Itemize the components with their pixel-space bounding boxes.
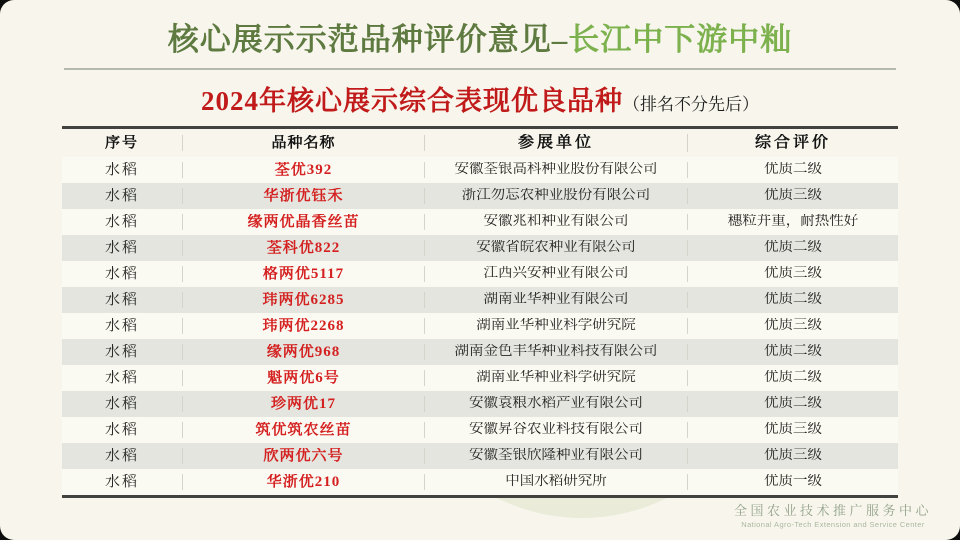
header-variety: 品种名称 [183,135,425,152]
table-row [62,469,898,495]
cell-company: 安徽兆和种业有限公司 [425,214,688,230]
cell-evaluation: 优质三级 [764,188,822,204]
cell-type: 水稻 [62,214,183,231]
cell-variety: 缘两优晶香丝苗 [183,214,425,231]
cell-variety: 筑优筑农丝苗 [183,422,425,439]
cell-variety: 格两优5117 [183,266,425,283]
evaluation-table [62,126,898,498]
cell-type: 水稻 [62,448,183,465]
cell-company: 湖南亚华种业科学研究院 [425,370,688,386]
cell-variety: 荃科优822 [183,240,425,257]
cell-company: 安徽袁粮水稻产业有限公司 [425,396,688,412]
header-company: 参展单位 [425,134,688,152]
table-heading [0,79,960,118]
cell-type: 水稻 [62,370,183,387]
table-row [62,209,898,235]
table-body [62,157,898,495]
cell-company: 安徽荃银高科种业股份有限公司 [425,162,688,178]
heading-main: 2024年核心展示综合表现优良品种 [201,86,623,116]
cell-evaluation: 优质三级 [764,448,822,464]
cell-variety: 玮两优6285 [183,292,425,309]
cell-evaluation: 优质二级 [764,162,822,178]
cell-evaluation: 穗粒并重，耐热性好 [727,214,859,230]
table-row [62,417,898,443]
table-header-row [62,129,898,157]
header-evaluation: 综合评价 [754,134,831,152]
cell-company: 中国水稻研究所 [425,474,688,490]
cell-variety: 荃优392 [183,162,425,179]
title-prefix: 核心展示示范品种评价意见– [167,22,569,57]
cell-company: 安徽昇谷农业科技有限公司 [425,422,688,438]
cell-type: 水稻 [62,396,183,413]
cell-evaluation: 优质二级 [764,396,822,412]
cell-variety: 华浙优210 [183,474,425,491]
cell-variety: 欣两优六号 [183,448,425,465]
cell-evaluation: 优质三级 [764,318,822,334]
cell-evaluation: 优质三级 [764,266,822,282]
page-title [0,0,960,59]
cell-type: 水稻 [62,344,183,361]
table-row [62,365,898,391]
cell-type: 水稻 [62,162,183,179]
cell-evaluation: 优质一级 [764,474,822,490]
cell-company: 江西兴安种业有限公司 [425,266,688,282]
title-region: 长江中下游中籼 [568,22,793,57]
cell-variety: 珍两优17 [183,396,425,413]
cell-type: 水稻 [62,266,183,283]
table-row [62,261,898,287]
cell-company: 湖南亚华种业有限公司 [425,292,688,308]
cell-evaluation: 优质二级 [764,240,822,256]
cell-company: 浙江勿忘农种业股份有限公司 [425,188,688,204]
title-divider [64,68,896,70]
cell-type: 水稻 [62,240,183,257]
table-row [62,391,898,417]
cell-evaluation: 优质二级 [764,292,822,308]
cell-variety: 华浙优钰禾 [183,188,425,205]
cell-variety: 玮两优2268 [183,318,425,335]
cell-type: 水稻 [62,292,183,309]
cell-type: 水稻 [62,422,183,439]
table-row [62,157,898,183]
cell-variety: 魁两优6号 [183,370,425,387]
cell-company: 安徽省皖农种业有限公司 [425,240,688,256]
cell-type: 水稻 [62,474,183,491]
footer-org-en: National Agro-Tech Extension and Service Center [741,519,925,529]
cell-company: 安徽荃银欣隆种业有限公司 [425,448,688,464]
table-row [62,443,898,469]
cell-evaluation: 优质二级 [764,344,822,360]
cell-type: 水稻 [62,188,183,205]
table-row [62,339,898,365]
table-row [62,313,898,339]
table-row [62,287,898,313]
heading-note: （排名不分先后） [623,95,759,114]
cell-evaluation: 优质二级 [764,370,822,386]
table-row [62,183,898,209]
cell-company: 湖南亚华种业科学研究院 [425,318,688,334]
footer-logo [734,503,932,529]
cell-evaluation: 优质三级 [764,422,822,438]
cell-variety: 缘两优968 [183,344,425,361]
table-row [62,235,898,261]
cell-company: 湖南金色丰华种业科技有限公司 [425,344,688,360]
cell-type: 水稻 [62,318,183,335]
header-serial: 序号 [62,135,183,152]
footer-org-cn: 全国农业技术推广服务中心 [733,503,932,519]
